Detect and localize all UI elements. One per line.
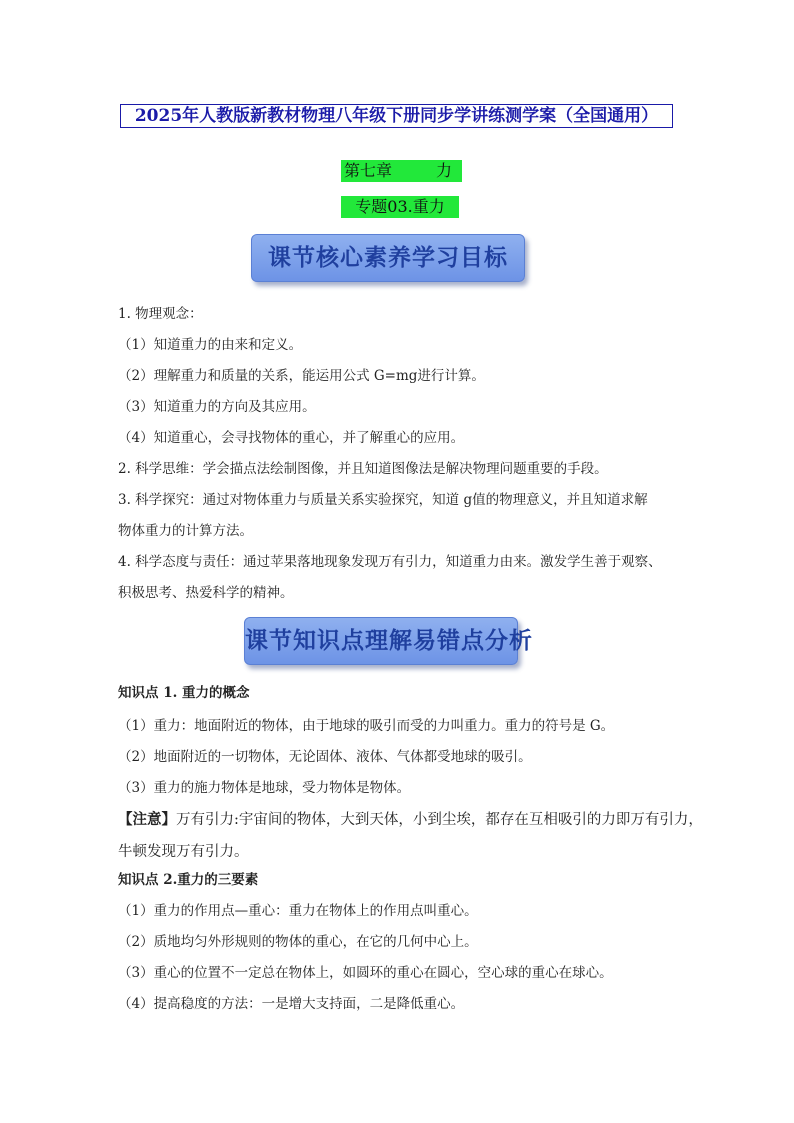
- page-title: 2025年人教版新教材物理八年级下册同步学讲练测学案（全国通用）: [120, 104, 673, 128]
- kp2-line: （4）提高稳度的方法：一是增大支持面，二是降低重心。: [118, 996, 465, 1012]
- chapter-name: 力: [436, 161, 453, 180]
- goal-line: 1. 物理观念：: [118, 306, 203, 322]
- kp2-line: （1）重力的作用点—重心：重力在物体上的作用点叫重心。: [118, 903, 478, 919]
- kp2-line: （2）质地均匀外形规则的物体的重心，在它的几何中心上。: [118, 934, 478, 950]
- goal-line: 2. 科学思维：学会描点法绘制图像，并且知道图像法是解决物理问题重要的手段。: [118, 461, 608, 477]
- goal-line: （4）知道重心，会寻找物体的重心，并了解重心的应用。: [118, 430, 465, 446]
- goal-line: 3. 科学探究：通过对物体重力与质量关系实验探究，知道 g值的物理意义，并且知道求解: [118, 492, 648, 508]
- goal-line: （1）知道重力的由来和定义。: [118, 337, 303, 353]
- note-tag: 【注意】: [118, 811, 176, 828]
- topic-heading: 专题03.重力: [341, 196, 459, 218]
- kp1-note: [118, 810, 703, 830]
- knowledge-point-1-title: 知识点 1. 重力的概念: [118, 685, 250, 701]
- knowledge-point-2-title: 知识点 2.重力的三要素: [118, 872, 259, 888]
- note-text: 万有引力:宇宙间的物体，大到天体，小到尘埃，都存在互相吸引的力即万有引力，: [176, 812, 703, 828]
- section-banner-knowledge-points: 课节知识点理解易错点分析: [244, 617, 518, 665]
- goal-line: （2）理解重力和质量的关系，能运用公式 G=mg进行计算。: [118, 368, 485, 384]
- chapter-heading: [341, 160, 462, 182]
- goal-line: 物体重力的计算方法。: [118, 523, 253, 539]
- goal-line: 4. 科学态度与责任：通过苹果落地现象发现万有引力，知道重力由来。激发学生善于观察、: [118, 554, 662, 570]
- kp1-line: （2）地面附近的一切物体，无论固体、液体、气体都受地球的吸引。: [118, 749, 532, 765]
- chapter-label: 第七章: [344, 161, 393, 180]
- kp2-line: （3）重心的位置不一定总在物体上，如圆环的重心在圆心，空心球的重心在球心。: [118, 965, 613, 981]
- kp1-note-cont: 牛顿发现万有引力。: [118, 844, 249, 860]
- kp1-line: （1）重力：地面附近的物体，由于地球的吸引而受的力叫重力。重力的符号是 G。: [118, 718, 615, 734]
- goal-line: （3）知道重力的方向及其应用。: [118, 399, 316, 415]
- section-banner-learning-goals: 课节核心素养学习目标: [251, 234, 525, 282]
- kp1-line: （3）重力的施力物体是地球，受力物体是物体。: [118, 780, 411, 796]
- goal-line: 积极思考、热爱科学的精神。: [118, 585, 294, 601]
